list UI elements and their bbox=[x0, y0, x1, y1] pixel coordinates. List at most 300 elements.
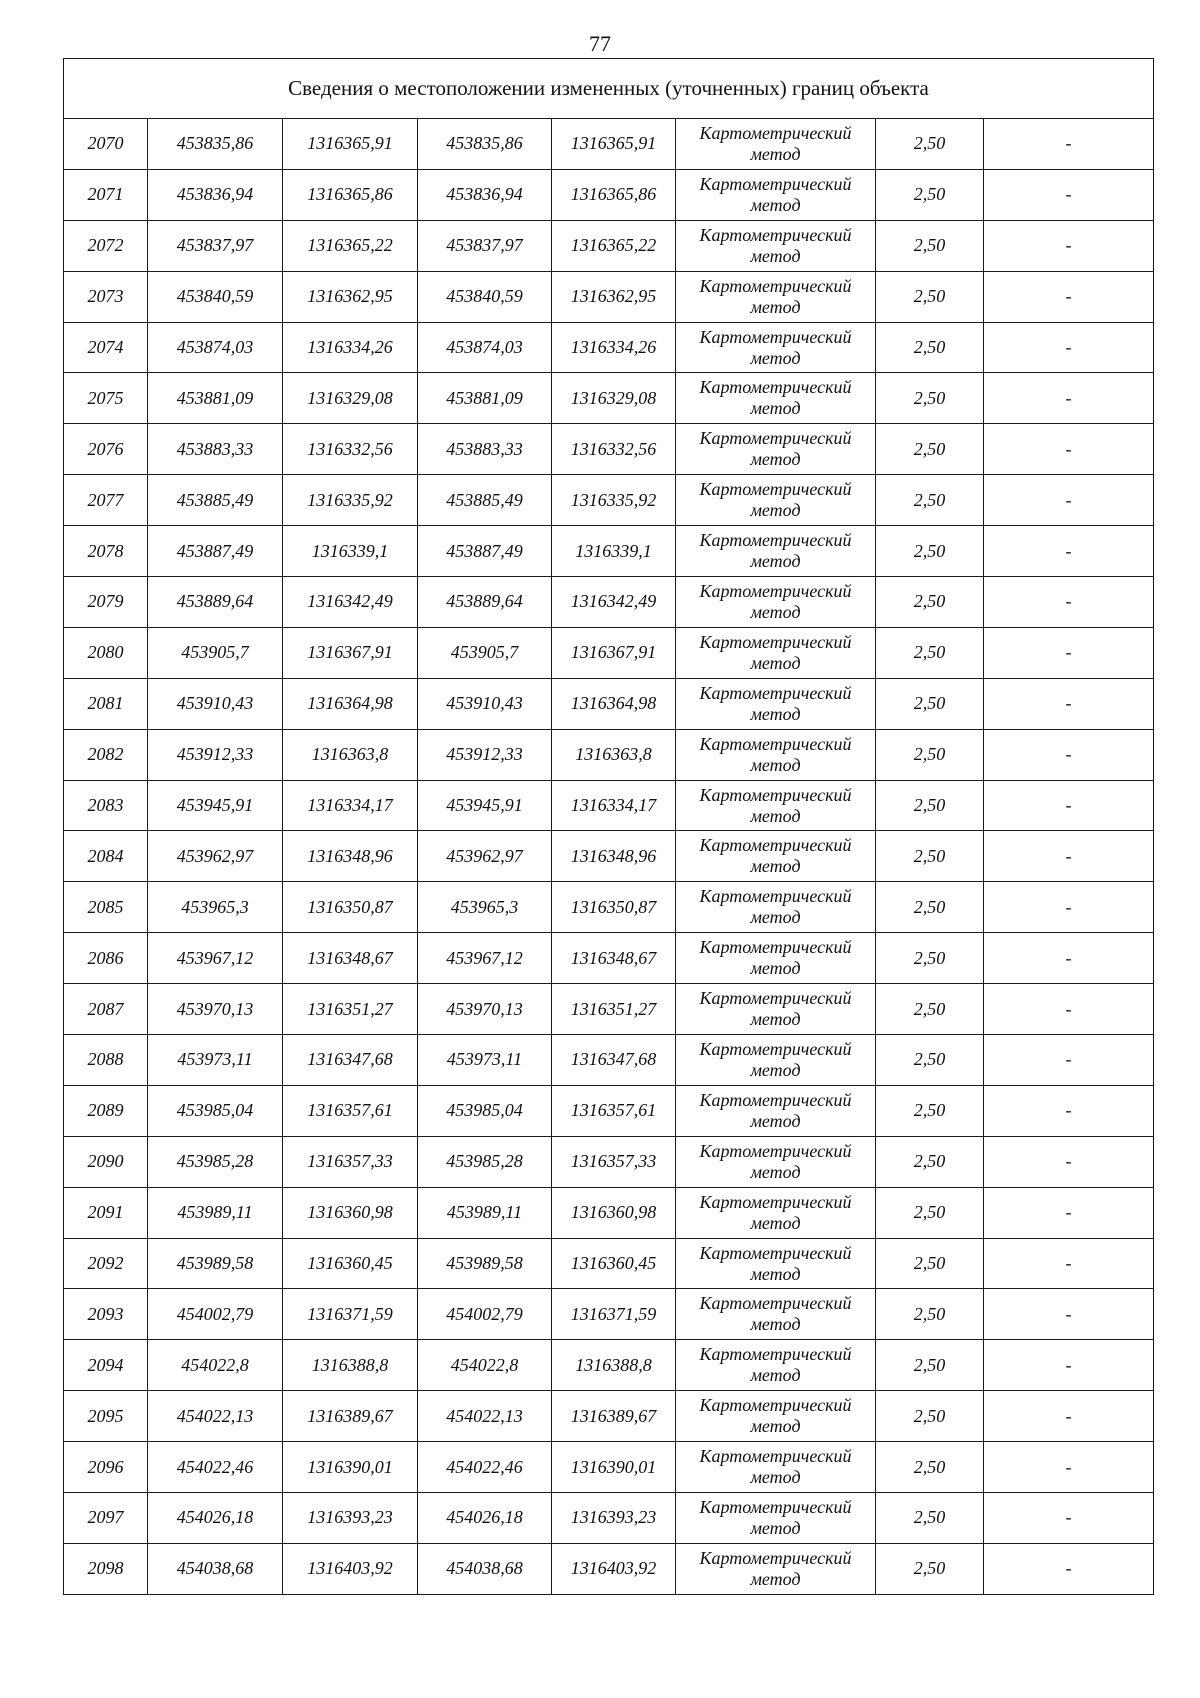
note-cell: - bbox=[984, 1543, 1154, 1594]
point-number-cell: 2086 bbox=[64, 933, 148, 984]
refined-x-cell: 453910,43 bbox=[418, 678, 552, 729]
refined-y-cell: 1316335,92 bbox=[552, 475, 676, 526]
existing-y-cell: 1316365,86 bbox=[283, 169, 418, 220]
existing-x-cell: 453835,86 bbox=[148, 119, 283, 170]
method-line-2: метод bbox=[750, 907, 801, 928]
method-line-2: метод bbox=[750, 805, 801, 826]
table-row bbox=[64, 1493, 1154, 1544]
refined-y-cell: 1316360,45 bbox=[552, 1238, 676, 1289]
method-line-1: Картометрический bbox=[699, 1089, 852, 1110]
refined-y-cell: 1316360,98 bbox=[552, 1187, 676, 1238]
accuracy-cell: 2,50 bbox=[876, 627, 984, 678]
refined-x-cell: 453962,97 bbox=[418, 831, 552, 882]
method-line-1: Картометрический bbox=[699, 479, 852, 500]
method-line-2: метод bbox=[750, 754, 801, 775]
existing-y-cell: 1316339,1 bbox=[283, 526, 418, 577]
method-line-1: Картометрический bbox=[699, 1038, 852, 1059]
table-row bbox=[64, 1187, 1154, 1238]
refined-y-cell: 1316347,68 bbox=[552, 1035, 676, 1086]
note-cell: - bbox=[984, 1289, 1154, 1340]
table-row bbox=[64, 1442, 1154, 1493]
accuracy-cell: 2,50 bbox=[876, 984, 984, 1035]
method-line-2: метод bbox=[750, 1416, 801, 1437]
existing-y-cell: 1316357,33 bbox=[283, 1136, 418, 1187]
point-number-cell: 2071 bbox=[64, 169, 148, 220]
method-cell bbox=[676, 1136, 876, 1187]
point-number-cell: 2073 bbox=[64, 271, 148, 322]
refined-y-cell: 1316367,91 bbox=[552, 627, 676, 678]
method-cell bbox=[676, 424, 876, 475]
refined-y-cell: 1316363,8 bbox=[552, 729, 676, 780]
method-line-2: метод bbox=[750, 551, 801, 572]
refined-x-cell: 453883,33 bbox=[418, 424, 552, 475]
accuracy-cell: 2,50 bbox=[876, 1493, 984, 1544]
refined-x-cell: 454022,46 bbox=[418, 1442, 552, 1493]
point-number-cell: 2075 bbox=[64, 373, 148, 424]
existing-x-cell: 454022,46 bbox=[148, 1442, 283, 1493]
refined-y-cell: 1316348,96 bbox=[552, 831, 676, 882]
accuracy-cell: 2,50 bbox=[876, 475, 984, 526]
refined-y-cell: 1316388,8 bbox=[552, 1340, 676, 1391]
table-row bbox=[64, 526, 1154, 577]
refined-y-cell: 1316365,22 bbox=[552, 220, 676, 271]
accuracy-cell: 2,50 bbox=[876, 119, 984, 170]
refined-y-cell: 1316357,33 bbox=[552, 1136, 676, 1187]
accuracy-cell: 2,50 bbox=[876, 678, 984, 729]
table-row bbox=[64, 882, 1154, 933]
refined-y-cell: 1316339,1 bbox=[552, 526, 676, 577]
note-cell: - bbox=[984, 271, 1154, 322]
accuracy-cell: 2,50 bbox=[876, 1340, 984, 1391]
method-line-2: метод bbox=[750, 1365, 801, 1386]
method-cell bbox=[676, 933, 876, 984]
method-cell bbox=[676, 1187, 876, 1238]
refined-y-cell: 1316403,92 bbox=[552, 1543, 676, 1594]
table-body bbox=[64, 119, 1154, 1595]
existing-y-cell: 1316342,49 bbox=[283, 577, 418, 628]
refined-x-cell: 453835,86 bbox=[418, 119, 552, 170]
accuracy-cell: 2,50 bbox=[876, 831, 984, 882]
refined-x-cell: 453973,11 bbox=[418, 1035, 552, 1086]
method-line-2: метод bbox=[750, 1009, 801, 1030]
refined-y-cell: 1316334,26 bbox=[552, 322, 676, 373]
existing-x-cell: 454022,8 bbox=[148, 1340, 283, 1391]
method-cell bbox=[676, 729, 876, 780]
method-line-2: метод bbox=[750, 1059, 801, 1080]
accuracy-cell: 2,50 bbox=[876, 1391, 984, 1442]
method-cell bbox=[676, 169, 876, 220]
method-cell bbox=[676, 627, 876, 678]
point-number-cell: 2092 bbox=[64, 1238, 148, 1289]
method-line-2: метод bbox=[750, 245, 801, 266]
note-cell: - bbox=[984, 373, 1154, 424]
accuracy-cell: 2,50 bbox=[876, 1442, 984, 1493]
method-line-1: Картометрический bbox=[699, 631, 852, 652]
existing-x-cell: 453989,11 bbox=[148, 1187, 283, 1238]
note-cell: - bbox=[984, 831, 1154, 882]
note-cell: - bbox=[984, 780, 1154, 831]
point-number-cell: 2091 bbox=[64, 1187, 148, 1238]
refined-x-cell: 453881,09 bbox=[418, 373, 552, 424]
point-number-cell: 2089 bbox=[64, 1085, 148, 1136]
refined-y-cell: 1316365,86 bbox=[552, 169, 676, 220]
refined-x-cell: 453887,49 bbox=[418, 526, 552, 577]
accuracy-cell: 2,50 bbox=[876, 373, 984, 424]
note-cell: - bbox=[984, 1085, 1154, 1136]
accuracy-cell: 2,50 bbox=[876, 169, 984, 220]
method-line-1: Картометрический bbox=[699, 1293, 852, 1314]
method-line-1: Картометрический bbox=[699, 428, 852, 449]
existing-y-cell: 1316348,67 bbox=[283, 933, 418, 984]
table-row bbox=[64, 1289, 1154, 1340]
method-line-2: метод bbox=[750, 856, 801, 877]
existing-x-cell: 453837,97 bbox=[148, 220, 283, 271]
method-cell bbox=[676, 780, 876, 831]
point-number-cell: 2096 bbox=[64, 1442, 148, 1493]
table-row bbox=[64, 831, 1154, 882]
point-number-cell: 2079 bbox=[64, 577, 148, 628]
refined-x-cell: 453970,13 bbox=[418, 984, 552, 1035]
method-cell bbox=[676, 373, 876, 424]
refined-y-cell: 1316348,67 bbox=[552, 933, 676, 984]
refined-y-cell: 1316364,98 bbox=[552, 678, 676, 729]
note-cell: - bbox=[984, 1187, 1154, 1238]
method-line-1: Картометрический bbox=[699, 530, 852, 551]
refined-y-cell: 1316334,17 bbox=[552, 780, 676, 831]
accuracy-cell: 2,50 bbox=[876, 1085, 984, 1136]
existing-y-cell: 1316363,8 bbox=[283, 729, 418, 780]
method-line-2: метод bbox=[750, 1517, 801, 1538]
refined-x-cell: 453989,11 bbox=[418, 1187, 552, 1238]
table-row bbox=[64, 984, 1154, 1035]
refined-y-cell: 1316389,67 bbox=[552, 1391, 676, 1442]
point-number-cell: 2094 bbox=[64, 1340, 148, 1391]
existing-x-cell: 453912,33 bbox=[148, 729, 283, 780]
accuracy-cell: 2,50 bbox=[876, 1289, 984, 1340]
note-cell: - bbox=[984, 1035, 1154, 1086]
refined-x-cell: 453885,49 bbox=[418, 475, 552, 526]
point-number-cell: 2081 bbox=[64, 678, 148, 729]
note-cell: - bbox=[984, 984, 1154, 1035]
point-number-cell: 2076 bbox=[64, 424, 148, 475]
method-cell bbox=[676, 271, 876, 322]
note-cell: - bbox=[984, 627, 1154, 678]
refined-x-cell: 453985,28 bbox=[418, 1136, 552, 1187]
method-line-2: метод bbox=[750, 652, 801, 673]
refined-y-cell: 1316371,59 bbox=[552, 1289, 676, 1340]
existing-y-cell: 1316365,91 bbox=[283, 119, 418, 170]
note-cell: - bbox=[984, 729, 1154, 780]
table-row bbox=[64, 577, 1154, 628]
method-cell bbox=[676, 984, 876, 1035]
method-line-2: метод bbox=[750, 1568, 801, 1589]
point-number-cell: 2070 bbox=[64, 119, 148, 170]
method-line-2: метод bbox=[750, 1161, 801, 1182]
existing-x-cell: 453962,97 bbox=[148, 831, 283, 882]
method-line-2: метод bbox=[750, 1263, 801, 1284]
accuracy-cell: 2,50 bbox=[876, 220, 984, 271]
method-line-2: метод bbox=[750, 958, 801, 979]
refined-x-cell: 453874,03 bbox=[418, 322, 552, 373]
note-cell: - bbox=[984, 169, 1154, 220]
method-line-1: Картометрический bbox=[699, 1496, 852, 1517]
method-cell bbox=[676, 1493, 876, 1544]
accuracy-cell: 2,50 bbox=[876, 322, 984, 373]
existing-y-cell: 1316350,87 bbox=[283, 882, 418, 933]
point-number-cell: 2074 bbox=[64, 322, 148, 373]
existing-y-cell: 1316390,01 bbox=[283, 1442, 418, 1493]
method-line-2: метод bbox=[750, 1212, 801, 1233]
method-cell bbox=[676, 577, 876, 628]
point-number-cell: 2088 bbox=[64, 1035, 148, 1086]
method-cell bbox=[676, 475, 876, 526]
accuracy-cell: 2,50 bbox=[876, 1238, 984, 1289]
method-cell bbox=[676, 1085, 876, 1136]
method-line-1: Картометрический bbox=[699, 784, 852, 805]
table-row bbox=[64, 780, 1154, 831]
existing-x-cell: 453836,94 bbox=[148, 169, 283, 220]
accuracy-cell: 2,50 bbox=[876, 882, 984, 933]
table-row bbox=[64, 475, 1154, 526]
method-line-2: метод bbox=[750, 1110, 801, 1131]
table-row bbox=[64, 1035, 1154, 1086]
existing-x-cell: 453887,49 bbox=[148, 526, 283, 577]
point-number-cell: 2085 bbox=[64, 882, 148, 933]
refined-x-cell: 453889,64 bbox=[418, 577, 552, 628]
method-line-1: Картометрический bbox=[699, 835, 852, 856]
existing-x-cell: 453889,64 bbox=[148, 577, 283, 628]
method-line-1: Картометрический bbox=[699, 1344, 852, 1365]
table-row bbox=[64, 169, 1154, 220]
existing-y-cell: 1316364,98 bbox=[283, 678, 418, 729]
method-line-1: Картометрический bbox=[699, 275, 852, 296]
existing-x-cell: 453883,33 bbox=[148, 424, 283, 475]
method-line-1: Картометрический bbox=[699, 1547, 852, 1568]
existing-x-cell: 453967,12 bbox=[148, 933, 283, 984]
refined-y-cell: 1316329,08 bbox=[552, 373, 676, 424]
accuracy-cell: 2,50 bbox=[876, 1136, 984, 1187]
accuracy-cell: 2,50 bbox=[876, 1187, 984, 1238]
accuracy-cell: 2,50 bbox=[876, 1543, 984, 1594]
accuracy-cell: 2,50 bbox=[876, 424, 984, 475]
refined-x-cell: 453985,04 bbox=[418, 1085, 552, 1136]
refined-y-cell: 1316342,49 bbox=[552, 577, 676, 628]
method-line-1: Картометрический bbox=[699, 326, 852, 347]
accuracy-cell: 2,50 bbox=[876, 526, 984, 577]
note-cell: - bbox=[984, 220, 1154, 271]
refined-y-cell: 1316351,27 bbox=[552, 984, 676, 1035]
point-number-cell: 2078 bbox=[64, 526, 148, 577]
table-row bbox=[64, 1136, 1154, 1187]
method-line-1: Картометрический bbox=[699, 1395, 852, 1416]
method-line-2: метод bbox=[750, 296, 801, 317]
accuracy-cell: 2,50 bbox=[876, 933, 984, 984]
accuracy-cell: 2,50 bbox=[876, 1035, 984, 1086]
method-cell bbox=[676, 220, 876, 271]
existing-x-cell: 453874,03 bbox=[148, 322, 283, 373]
refined-y-cell: 1316332,56 bbox=[552, 424, 676, 475]
table-title-row bbox=[64, 59, 1154, 119]
method-line-1: Картометрический bbox=[699, 988, 852, 1009]
method-cell bbox=[676, 119, 876, 170]
method-cell bbox=[676, 882, 876, 933]
method-line-1: Картометрический bbox=[699, 682, 852, 703]
existing-y-cell: 1316360,45 bbox=[283, 1238, 418, 1289]
method-cell bbox=[676, 1391, 876, 1442]
note-cell: - bbox=[984, 526, 1154, 577]
note-cell: - bbox=[984, 882, 1154, 933]
existing-y-cell: 1316332,56 bbox=[283, 424, 418, 475]
existing-y-cell: 1316367,91 bbox=[283, 627, 418, 678]
existing-x-cell: 453881,09 bbox=[148, 373, 283, 424]
table-row bbox=[64, 119, 1154, 170]
refined-x-cell: 453840,59 bbox=[418, 271, 552, 322]
existing-y-cell: 1316335,92 bbox=[283, 475, 418, 526]
existing-x-cell: 453965,3 bbox=[148, 882, 283, 933]
existing-y-cell: 1316403,92 bbox=[283, 1543, 418, 1594]
method-line-1: Картометрический bbox=[699, 1191, 852, 1212]
note-cell: - bbox=[984, 119, 1154, 170]
refined-x-cell: 453837,97 bbox=[418, 220, 552, 271]
note-cell: - bbox=[984, 1136, 1154, 1187]
note-cell: - bbox=[984, 1493, 1154, 1544]
point-number-cell: 2097 bbox=[64, 1493, 148, 1544]
method-cell bbox=[676, 831, 876, 882]
refined-x-cell: 454002,79 bbox=[418, 1289, 552, 1340]
accuracy-cell: 2,50 bbox=[876, 780, 984, 831]
existing-y-cell: 1316360,98 bbox=[283, 1187, 418, 1238]
existing-y-cell: 1316371,59 bbox=[283, 1289, 418, 1340]
refined-y-cell: 1316362,95 bbox=[552, 271, 676, 322]
table-row bbox=[64, 729, 1154, 780]
method-cell bbox=[676, 1289, 876, 1340]
existing-x-cell: 453910,43 bbox=[148, 678, 283, 729]
method-line-1: Картометрический bbox=[699, 122, 852, 143]
method-line-1: Картометрический bbox=[699, 937, 852, 958]
note-cell: - bbox=[984, 475, 1154, 526]
existing-y-cell: 1316347,68 bbox=[283, 1035, 418, 1086]
existing-y-cell: 1316357,61 bbox=[283, 1085, 418, 1136]
refined-x-cell: 454026,18 bbox=[418, 1493, 552, 1544]
existing-x-cell: 454002,79 bbox=[148, 1289, 283, 1340]
refined-x-cell: 453912,33 bbox=[418, 729, 552, 780]
method-cell bbox=[676, 526, 876, 577]
existing-y-cell: 1316388,8 bbox=[283, 1340, 418, 1391]
point-number-cell: 2095 bbox=[64, 1391, 148, 1442]
refined-x-cell: 453967,12 bbox=[418, 933, 552, 984]
method-line-1: Картометрический bbox=[699, 224, 852, 245]
note-cell: - bbox=[984, 1340, 1154, 1391]
existing-y-cell: 1316365,22 bbox=[283, 220, 418, 271]
table-row bbox=[64, 373, 1154, 424]
table-row bbox=[64, 933, 1154, 984]
table-row bbox=[64, 322, 1154, 373]
existing-y-cell: 1316329,08 bbox=[283, 373, 418, 424]
existing-y-cell: 1316393,23 bbox=[283, 1493, 418, 1544]
refined-x-cell: 454022,8 bbox=[418, 1340, 552, 1391]
boundary-coordinates-table bbox=[63, 58, 1154, 1595]
refined-x-cell: 454022,13 bbox=[418, 1391, 552, 1442]
method-cell bbox=[676, 1238, 876, 1289]
existing-x-cell: 454022,13 bbox=[148, 1391, 283, 1442]
existing-y-cell: 1316362,95 bbox=[283, 271, 418, 322]
table-row bbox=[64, 1085, 1154, 1136]
existing-x-cell: 453945,91 bbox=[148, 780, 283, 831]
method-line-2: метод bbox=[750, 194, 801, 215]
note-cell: - bbox=[984, 322, 1154, 373]
existing-x-cell: 453840,59 bbox=[148, 271, 283, 322]
accuracy-cell: 2,50 bbox=[876, 729, 984, 780]
table-row bbox=[64, 220, 1154, 271]
accuracy-cell: 2,50 bbox=[876, 577, 984, 628]
table-row bbox=[64, 1543, 1154, 1594]
note-cell: - bbox=[984, 933, 1154, 984]
method-line-2: метод bbox=[750, 143, 801, 164]
method-cell bbox=[676, 678, 876, 729]
method-line-2: метод bbox=[750, 500, 801, 521]
refined-x-cell: 453965,3 bbox=[418, 882, 552, 933]
table-row bbox=[64, 627, 1154, 678]
existing-y-cell: 1316348,96 bbox=[283, 831, 418, 882]
method-line-1: Картометрический bbox=[699, 1140, 852, 1161]
refined-x-cell: 453836,94 bbox=[418, 169, 552, 220]
point-number-cell: 2082 bbox=[64, 729, 148, 780]
note-cell: - bbox=[984, 424, 1154, 475]
method-line-1: Картометрический bbox=[699, 1242, 852, 1263]
existing-x-cell: 453970,13 bbox=[148, 984, 283, 1035]
table-row bbox=[64, 1238, 1154, 1289]
existing-x-cell: 453989,58 bbox=[148, 1238, 283, 1289]
page-number: 77 bbox=[589, 31, 611, 56]
existing-y-cell: 1316334,17 bbox=[283, 780, 418, 831]
method-line-2: метод bbox=[750, 703, 801, 724]
note-cell: - bbox=[984, 1238, 1154, 1289]
refined-x-cell: 454038,68 bbox=[418, 1543, 552, 1594]
note-cell: - bbox=[984, 678, 1154, 729]
refined-y-cell: 1316365,91 bbox=[552, 119, 676, 170]
refined-y-cell: 1316350,87 bbox=[552, 882, 676, 933]
note-cell: - bbox=[984, 1391, 1154, 1442]
note-cell: - bbox=[984, 1442, 1154, 1493]
method-line-2: метод bbox=[750, 398, 801, 419]
existing-x-cell: 453973,11 bbox=[148, 1035, 283, 1086]
refined-x-cell: 453989,58 bbox=[418, 1238, 552, 1289]
refined-x-cell: 453905,7 bbox=[418, 627, 552, 678]
point-number-cell: 2093 bbox=[64, 1289, 148, 1340]
table-row bbox=[64, 678, 1154, 729]
table-row bbox=[64, 1340, 1154, 1391]
existing-x-cell: 453885,49 bbox=[148, 475, 283, 526]
existing-y-cell: 1316334,26 bbox=[283, 322, 418, 373]
refined-y-cell: 1316393,23 bbox=[552, 1493, 676, 1544]
method-line-1: Картометрический bbox=[699, 173, 852, 194]
existing-x-cell: 453905,7 bbox=[148, 627, 283, 678]
point-number-cell: 2087 bbox=[64, 984, 148, 1035]
method-line-1: Картометрический bbox=[699, 733, 852, 754]
method-line-1: Картометрический bbox=[699, 1446, 852, 1467]
method-line-2: метод bbox=[750, 1314, 801, 1335]
method-cell bbox=[676, 1340, 876, 1391]
note-cell: - bbox=[984, 577, 1154, 628]
accuracy-cell: 2,50 bbox=[876, 271, 984, 322]
method-cell bbox=[676, 1442, 876, 1493]
point-number-cell: 2077 bbox=[64, 475, 148, 526]
existing-x-cell: 453985,04 bbox=[148, 1085, 283, 1136]
method-line-2: метод bbox=[750, 601, 801, 622]
point-number-cell: 2084 bbox=[64, 831, 148, 882]
table-title: Сведения о местоположении измененных (уточненных) границ объекта bbox=[64, 59, 1154, 119]
table-row bbox=[64, 1391, 1154, 1442]
